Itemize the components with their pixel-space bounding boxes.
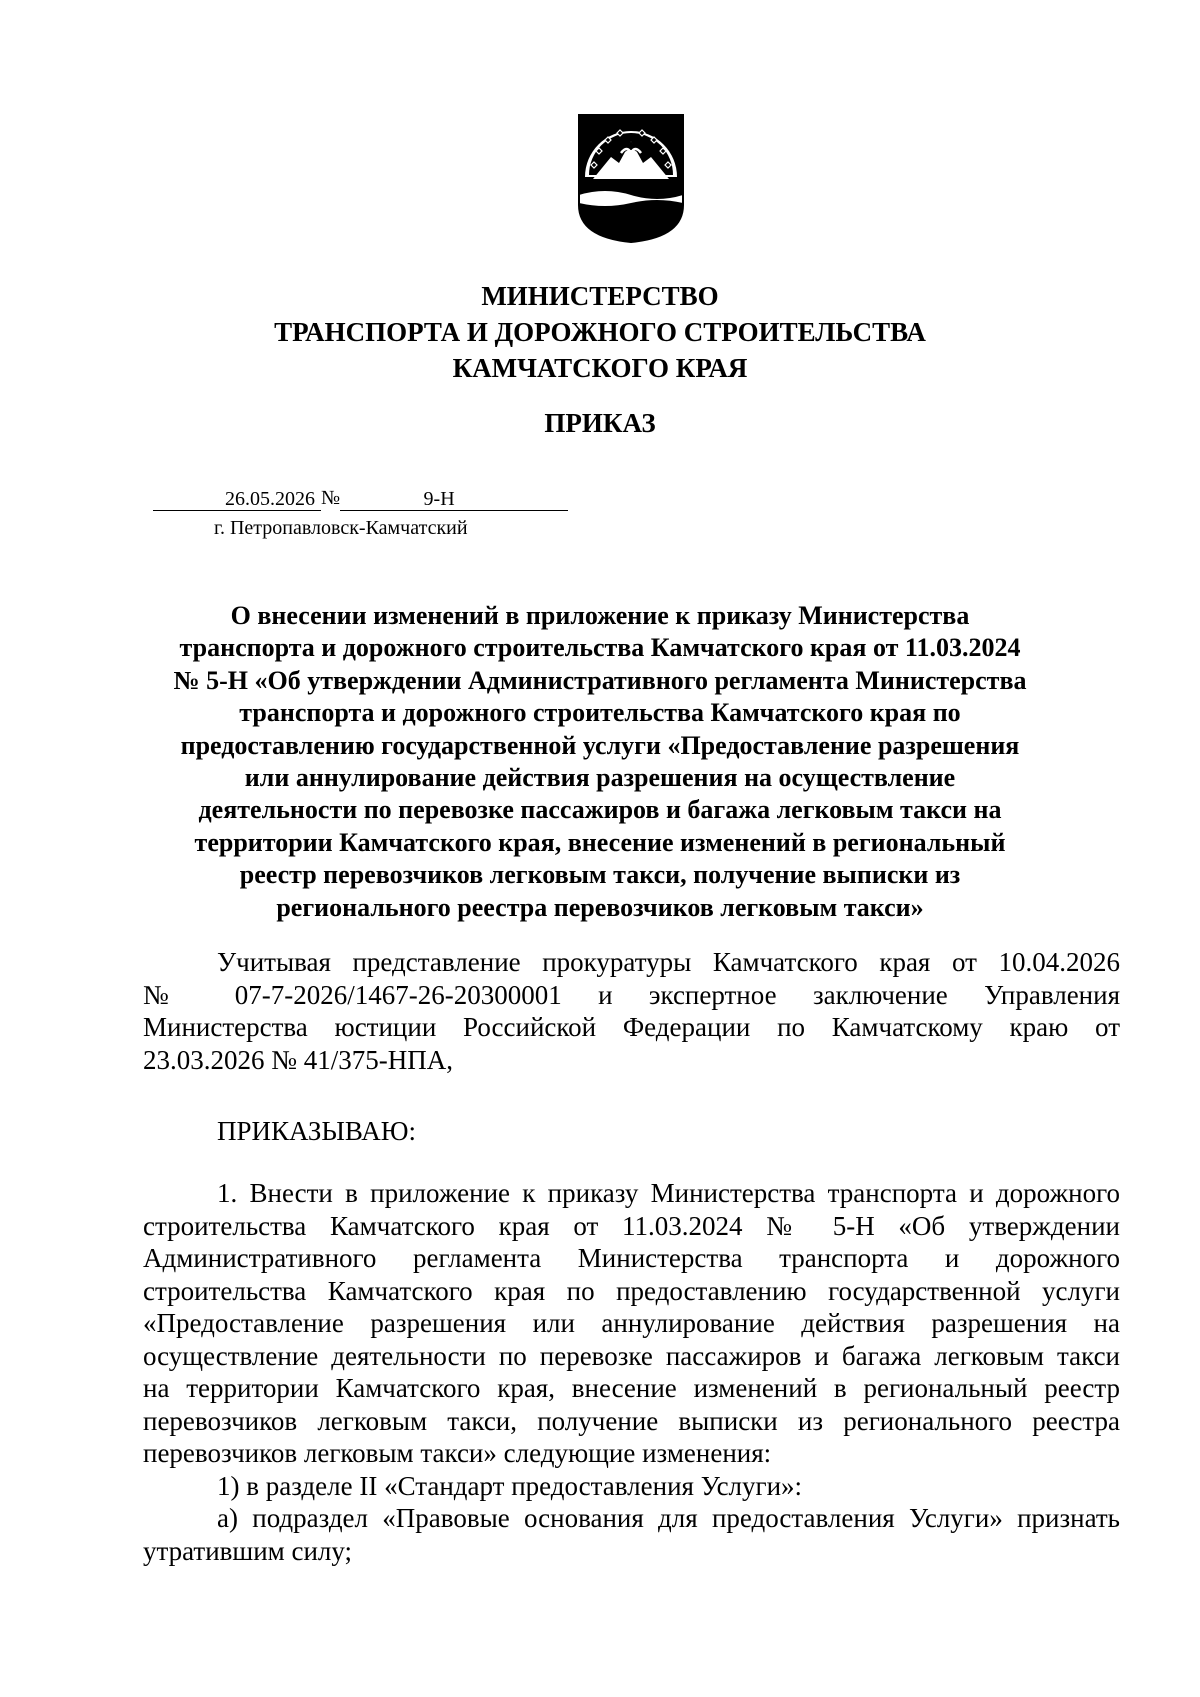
subject-line: или аннулирование действия разрешения на осуществление (244, 763, 956, 793)
city-name: г. Петропавловск-Камчатский (214, 517, 468, 539)
ministry-name-line: ТРАНСПОРТА И ДОРОЖНОГО СТРОИТЕЛЬСТВА (274, 317, 926, 347)
paragraph-line: Учитывая представление прокуратуры Камчатского края от 10.04.2026 (217, 947, 1120, 977)
paragraph-line: утратившим силу; (143, 1535, 353, 1566)
kamchatka-coat-of-arms-icon (577, 113, 685, 244)
ministry-name-line: КАМЧАТСКОГО КРАЯ (452, 353, 748, 383)
subject-line: регионального реестра перевозчиков легковым такси» (276, 892, 924, 922)
paragraph-line: № 07-7-2026/1467-26-20300001 и экспертное заключение Управления (143, 979, 1120, 1010)
paragraph-line: перевозчиков легковым такси, получение выписки из регионального реестра (143, 1405, 1120, 1436)
subject-line: транспорта и дорожного строительства Камчатского края по (239, 698, 961, 728)
order-subject (140, 600, 1060, 924)
subject-line: реестр перевозчиков легковым такси, получение выписки из (239, 860, 961, 890)
document-type-title: ПРИКАЗ (544, 408, 656, 438)
directive-word: ПРИКАЗЫВАЮ: (217, 1116, 416, 1146)
paragraph-line: строительства Камчатского края от 11.03.2024 № 5-Н «Об утверждении (143, 1210, 1120, 1241)
subject-line: деятельности по перевозке пассажиров и багажа легковым такси на (198, 795, 1002, 825)
subject-line: территории Камчатского края, внесение изменений в региональный (194, 827, 1006, 857)
number-sign: № (321, 487, 341, 509)
paragraph-line: 1) в разделе II «Стандарт предоставления Услуги»: (217, 1470, 803, 1501)
paragraph-line: «Предоставление разрешения или аннулирование действия разрешения на (143, 1308, 1120, 1338)
paragraph-line: 23.03.2026 № 41/375-НПА, (143, 1044, 453, 1075)
subject-line: № 5-Н «Об утверждении Административного регламента Министерства (173, 665, 1027, 695)
subject-line: транспорта и дорожного строительства Камчатского края от 11.03.2024 (179, 633, 1021, 663)
ministry-name (200, 278, 1000, 386)
paragraph-line: Министерства юстиции Российской Федерации по Камчатскому краю от (143, 1012, 1120, 1042)
paragraph-line: на территории Камчатского края, внесение изменений в региональный реестр (143, 1373, 1120, 1403)
preamble-paragraph (143, 946, 1120, 1076)
order-date: 26.05.2026 (153, 487, 321, 511)
paragraph-line: а) подраздел «Правовые основания для предоставления Услуги» признать (217, 1503, 1120, 1533)
subject-line: О внесении изменений в приложение к приказу Министерства (230, 601, 970, 630)
paragraph-line: строительства Камчатского края по предоставлению государственной услуги (143, 1275, 1120, 1306)
paragraph-line: 1. Внести в приложение к приказу Министерства транспорта и дорожного (217, 1178, 1120, 1208)
subject-line: предоставлению государственной услуги «Предоставление разрешения (180, 730, 1020, 760)
order-directive (143, 1115, 1120, 1148)
registration-line (153, 485, 568, 511)
ministry-name-line: МИНИСТЕРСТВО (481, 281, 719, 311)
paragraph-line: осуществление деятельности по перевозке пассажиров и багажа легковым такси (143, 1340, 1120, 1371)
order-number: 9-Н (340, 487, 568, 511)
order-body (143, 1177, 1120, 1567)
paragraph-line: перевозчиков легковым такси» следующие изменения: (143, 1438, 772, 1468)
paragraph-line: Административного регламента Министерства транспорта и дорожного (143, 1243, 1120, 1273)
